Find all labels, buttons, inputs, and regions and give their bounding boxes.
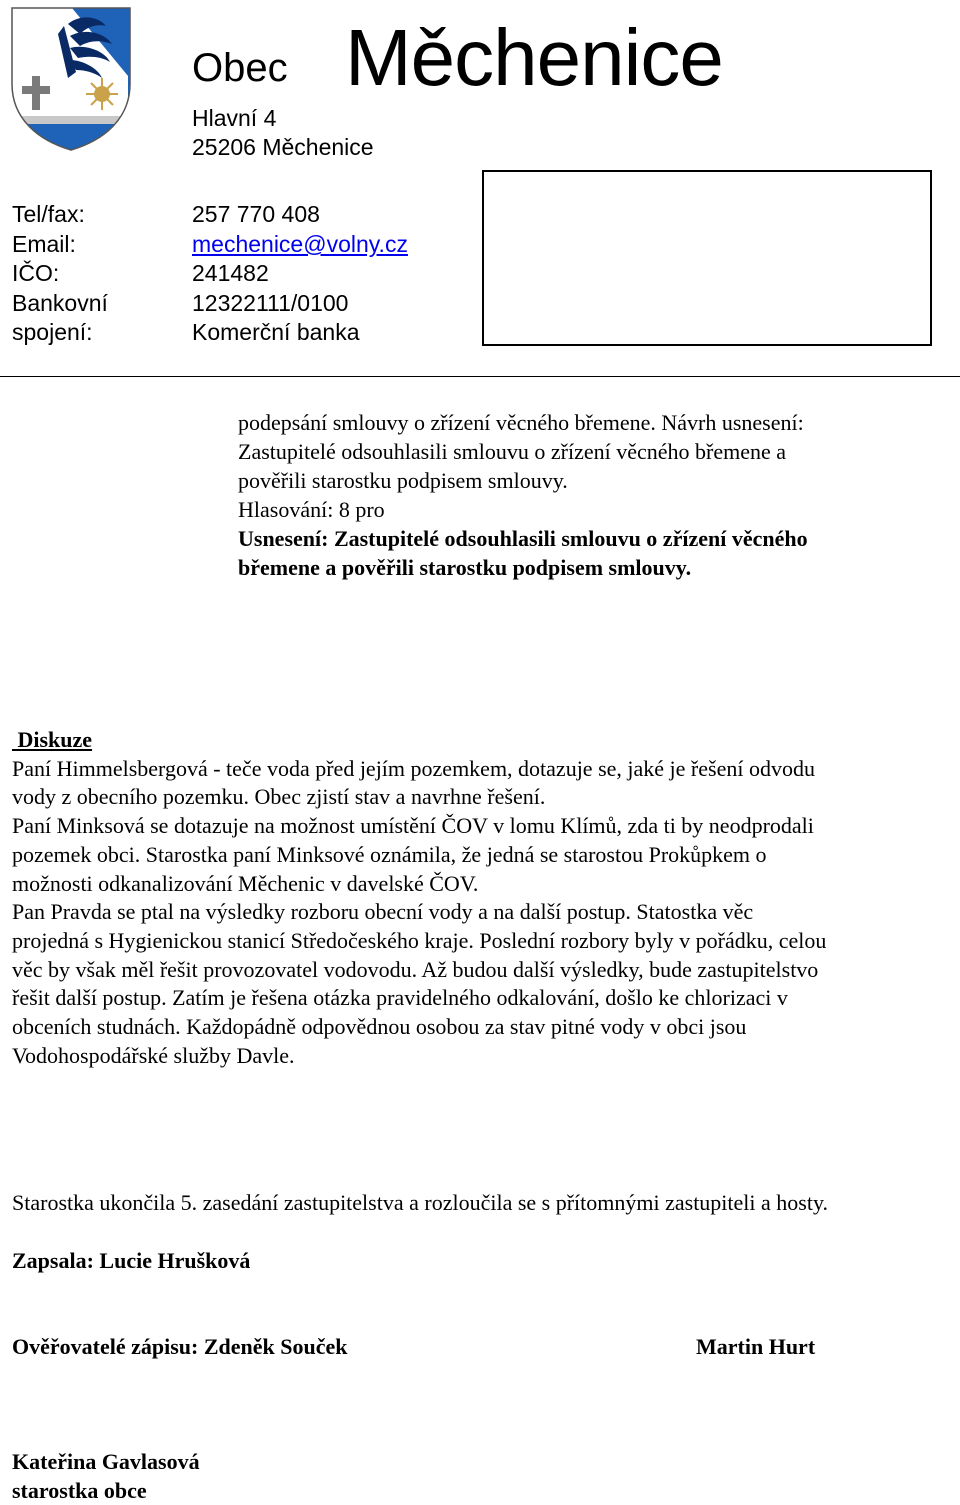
- discussion-line: vody z obecního pozemku. Obec zjistí stav a navrhne řešení.: [12, 784, 546, 810]
- resolution-line: pověřili starostku podpisem smlouvy.: [238, 468, 568, 493]
- discussion-line: Paní Minksová se dotazuje na možnost umístění ČOV v lomu Klímů, zda ti by neodprodali: [12, 813, 814, 839]
- resolution-block: [238, 408, 938, 582]
- recorder-signature: Zapsala: Lucie Hrušková: [12, 1248, 251, 1273]
- discussion-line: Paní Himmelsbergová - teče voda před jejím pozemkem, dotazuje se, jaké je řešení odvodu: [12, 755, 815, 781]
- mayor-title: starostka obce: [12, 1478, 147, 1503]
- resolution-line: Zastupitelé odsouhlasili smlouvu o zřízení věcného břemene a: [238, 439, 787, 464]
- header-divider: [0, 376, 960, 377]
- contact-value-bank: Komerční banka: [192, 319, 360, 345]
- address-city: 25206 Měchenice: [192, 134, 374, 160]
- discussion-heading: Diskuze: [12, 727, 93, 752]
- contact-label-phone: Tel/fax:: [12, 201, 85, 227]
- contact-label-bank-2: spojení:: [12, 319, 93, 345]
- municipality-prefix: Obec: [192, 46, 288, 90]
- address-street: Hlavní 4: [192, 105, 277, 131]
- discussion-line: Pan Pravda se ptal na výsledky rozboru obecní vody a na další postup. Statostka věc: [12, 899, 754, 925]
- contact-value-ico: 241482: [192, 260, 269, 286]
- discussion-line: projedná s Hygienickou stanicí Středočeského kraje. Poslední rozbory byly v pořádku, celou: [12, 927, 827, 953]
- discussion-line: řešit další postup. Zatím je řešena otázka pravidelného odkalování, došlo ke chlorizaci v: [12, 985, 788, 1011]
- resolution-statement: břemene a pověřili starostku podpisem smlouvy.: [238, 555, 692, 580]
- discussion-line: obceních studnách. Každopádně odpovědnou osobou za stav pitné vody v obci jsou: [12, 1014, 747, 1040]
- contact-value-account: 12322111/0100: [192, 290, 349, 316]
- discussion-line: Vodohospodářské služby Davle.: [12, 1042, 295, 1068]
- discussion-section: [12, 726, 952, 1070]
- discussion-line: možnosti odkanalizování Měchenic v davelské ČOV.: [12, 870, 479, 896]
- municipality-name: Měchenice: [345, 13, 723, 102]
- stamp-box: [482, 170, 932, 346]
- email-link[interactable]: mechenice@volny.cz: [192, 231, 408, 257]
- closing-statement: Starostka ukončila 5. zasedání zastupitelstva a rozloučila se s přítomnými zastupiteli a hosty.: [12, 1190, 829, 1215]
- resolution-statement: Usnesení: Zastupitelé odsouhlasili smlouvu o zřízení věcného: [238, 526, 808, 551]
- contact-label-ico: IČO:: [12, 260, 60, 286]
- mayor-name: Kateřina Gavlasová: [12, 1449, 200, 1474]
- contact-label-bank: Bankovní: [12, 290, 108, 316]
- contact-value-phone: 257 770 408: [192, 201, 320, 227]
- discussion-line: pozemek obci. Starostka paní Minksové oznámila, že jedná se starostou Prokůpkem o: [12, 841, 767, 867]
- discussion-line: věc by však měl řešit provozovatel vodovodu. Až budou další výsledky, bude zastupitelstvo: [12, 956, 819, 982]
- verifier-signature: Ověřovatelé zápisu: Zdeněk Souček: [12, 1334, 348, 1359]
- resolution-line: podepsání smlouvy o zřízení věcného břemene. Návrh usnesení:: [238, 410, 804, 435]
- contact-label-email: Email:: [12, 231, 76, 257]
- verifier-signature-2: Martin Hurt: [696, 1334, 816, 1359]
- voting-result: Hlasování: 8 pro: [238, 497, 385, 522]
- coat-of-arms-icon: [10, 6, 132, 152]
